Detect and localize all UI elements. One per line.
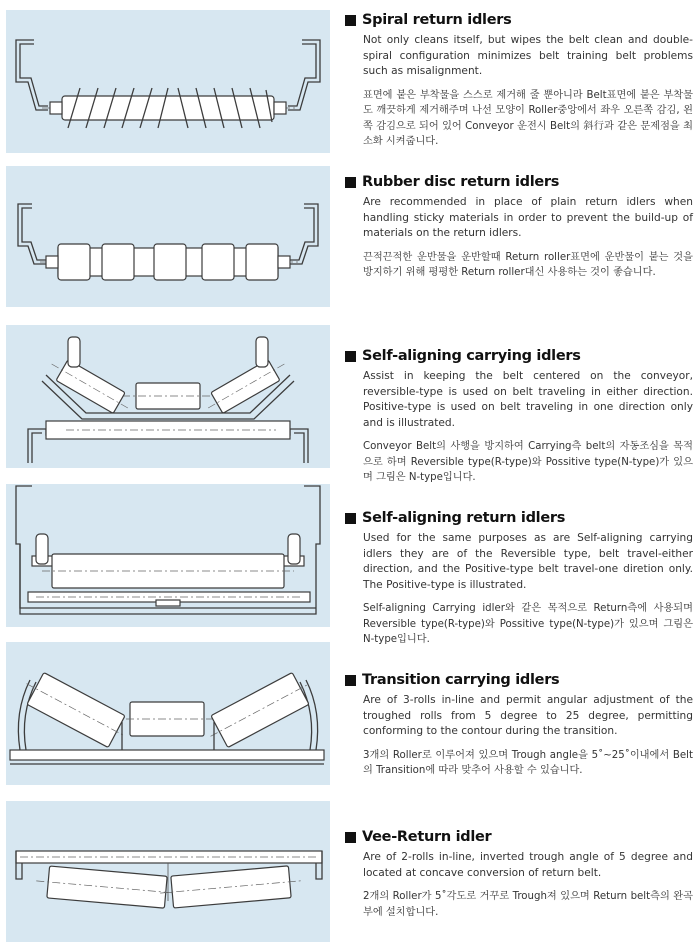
section-rubber-disc-return bbox=[345, 174, 693, 281]
bullet-square-icon bbox=[345, 177, 356, 188]
korean-description: 끈적끈적한 운반물을 운반할때 Return roller표면에 운반물이 붙는 것을 방지하기 위해 평평한 Return roller대신 사용하는 것이 좋습니다. bbox=[363, 251, 693, 278]
section-title: Rubber disc return idlers bbox=[345, 174, 693, 190]
korean-description: 2개의 Roller가 5˚각도로 거꾸로 Trough져 있으며 Return belt측의 완곡부에 설치합니다. bbox=[363, 891, 693, 918]
spiral-return-idler-drawing bbox=[6, 10, 330, 153]
bullet-square-icon bbox=[345, 675, 356, 686]
bullet-square-icon bbox=[345, 513, 356, 524]
section-title: Self-aligning carrying idlers bbox=[345, 348, 693, 364]
korean-description: Conveyor Belt의 사행을 방지하여 Carrying측 belt의 자동조심을 목적으로 하며 Reversible type(R-type)와 Possitive type(N-type)가 있으며 그림은 N-type입니다. bbox=[363, 441, 693, 483]
vee-return-idler-drawing bbox=[6, 801, 330, 942]
section-self-aligning-carrying bbox=[345, 348, 693, 486]
section-title: Self-aligning return idlers bbox=[345, 510, 693, 526]
section-vee-return bbox=[345, 829, 693, 920]
section-self-aligning-return bbox=[345, 510, 693, 648]
korean-description: 표면에 붙은 부착물을 스스로 제거해 줄 뿐아니라 Belt표면에 붙은 부착물도 깨끗하게 제거해주며 나선 모양이 Roller중앙에서 좌우 오른쪽 감김, 왼쪽 감김으로 되어 있어 Conveyor 운전시 Belt의 斜行과 같은 문제점을 최소화 시켜줍니다. bbox=[363, 89, 693, 147]
bullet-square-icon bbox=[345, 15, 356, 26]
english-description: Assist in keeping the belt centered on the conveyor, reversible-type is used on belt traveling in either direction. Positive-type is used on belt traveling in one direction only and is illustrated. bbox=[363, 370, 693, 429]
transition-carrying-idler-drawing bbox=[6, 642, 330, 785]
self-aligning-carrying-idler-drawing bbox=[6, 325, 330, 468]
bullet-square-icon bbox=[345, 832, 356, 843]
section-title: Spiral return idlers bbox=[345, 12, 693, 28]
section-spiral-return bbox=[345, 12, 693, 150]
english-description: Used for the same purposes as are Self-aligning carrying idlers they are of the Reversible type, belt travel-either direction, and the Positive-type belt travel-one diretion only. The Positive-type is illustrated. bbox=[363, 532, 693, 591]
english-description: Are recommended in place of plain return idlers when handling sticky materials in order to prevent the build-up of materials on the return idlers. bbox=[363, 196, 693, 239]
english-description: Not only cleans itself, but wipes the belt clean and double-spiral configuration minimizes belt training belt problems such as misalignment. bbox=[363, 34, 693, 77]
self-aligning-return-idler-drawing bbox=[6, 484, 330, 627]
rubber-disc-return-idler-drawing bbox=[6, 166, 330, 307]
section-title: Vee-Return idler bbox=[345, 829, 693, 845]
english-description: Are of 2-rolls in-line, inverted trough angle of 5 degree and located at concave conversion of return belt. bbox=[363, 851, 693, 879]
section-transition-carrying bbox=[345, 672, 693, 779]
section-title: Transition carrying idlers bbox=[345, 672, 693, 688]
bullet-square-icon bbox=[345, 351, 356, 362]
korean-description: 3개의 Roller로 이루어져 있으며 Trough angle을 5˚~25˚이내에서 Belt의 Transition에 따라 맞추어 사용할 수 있습니다. bbox=[363, 749, 693, 776]
english-description: Are of 3-rolls in-line and permit angular adjustment of the troughed rolls from 5 degree to 25 degree, permitting conforming to the contour during the transition. bbox=[363, 694, 693, 737]
korean-description: Self-aligning Carrying idler와 같은 목적으로 Return측에 사용되며 Reversible type(R-type)와 Possitive type(N-type)가 있으며 그림은 N-type입니다. bbox=[363, 603, 693, 645]
